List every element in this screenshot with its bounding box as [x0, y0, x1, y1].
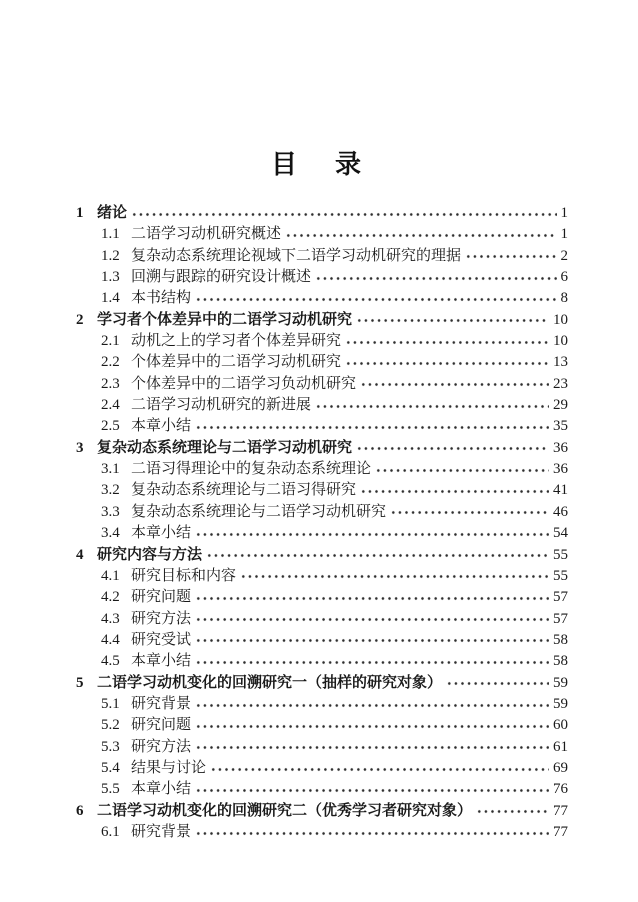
toc-entry-number: 3.4 — [101, 525, 120, 542]
toc-entry-number: 5.1 — [101, 695, 120, 712]
dot-leader — [195, 288, 556, 309]
toc-entry-page: 46 — [553, 503, 568, 520]
toc-entry-title: 本章小结 — [131, 418, 192, 435]
toc-entry-number: 4.5 — [101, 653, 120, 670]
toc-entry-number: 6 — [76, 802, 84, 819]
toc-entry-page: 29 — [553, 397, 568, 414]
dot-leader — [476, 801, 549, 822]
toc-entry-title: 本章小结 — [131, 525, 192, 542]
toc-entry — [76, 416, 568, 437]
toc-entry — [76, 630, 568, 651]
page-title: 目 录 — [270, 150, 367, 179]
toc-entry — [76, 310, 568, 331]
dot-leader — [446, 673, 549, 694]
toc-entry-page: 60 — [553, 717, 568, 734]
toc-entry-number: 5.2 — [101, 717, 120, 734]
toc-entry-title: 研究方法 — [131, 610, 192, 627]
toc-entry-number: 3 — [76, 439, 84, 456]
toc-entry-title: 本章小结 — [131, 653, 192, 670]
toc-entry-number: 2.2 — [101, 354, 120, 371]
dot-leader — [195, 779, 549, 800]
toc-entry-page: 77 — [553, 823, 568, 840]
toc-entry-title: 复杂动态系统理论与二语学习动机研究 — [131, 503, 387, 520]
toc-entry-number: 4.2 — [101, 589, 120, 606]
toc-entry-number: 2.3 — [101, 375, 120, 392]
toc-entry — [76, 331, 568, 352]
toc-entry — [76, 758, 568, 779]
toc-entry — [76, 288, 568, 309]
toc-entry-title: 结果与讨论 — [131, 759, 207, 776]
toc-entry — [76, 224, 568, 245]
toc-entry-title: 二语习得理论中的复杂动态系统理论 — [131, 461, 372, 478]
dot-leader — [356, 438, 549, 459]
toc-entry — [76, 801, 568, 822]
toc-entry-title: 研究问题 — [131, 589, 192, 606]
toc-entry-page: 54 — [553, 525, 568, 542]
toc-entry-number: 3.3 — [101, 503, 120, 520]
toc-entry-title: 研究内容与方法 — [97, 546, 203, 563]
toc-entry-title: 回溯与跟踪的研究设计概述 — [131, 269, 312, 286]
toc-entry-title: 本章小结 — [131, 781, 192, 798]
toc-entry-page: 35 — [553, 418, 568, 435]
dot-leader — [195, 715, 549, 736]
toc-entry-number: 1.1 — [101, 226, 120, 243]
toc-entry-page: 10 — [553, 333, 568, 350]
toc-entry-title: 复杂动态系统理论与二语学习动机研究 — [97, 439, 353, 456]
toc-entry-page: 55 — [553, 567, 568, 584]
dot-leader — [206, 545, 549, 566]
toc-entry-page: 13 — [553, 354, 568, 371]
toc-entry-title: 二语学习动机变化的回溯研究一（抽样的研究对象） — [97, 674, 443, 691]
toc-entry-number: 1.4 — [101, 290, 120, 307]
toc-entry-number: 1 — [76, 205, 84, 221]
toc-entry-title: 研究背景 — [131, 695, 192, 712]
toc-entry-title: 研究问题 — [131, 717, 192, 734]
toc-entry-page: 1 — [560, 226, 568, 243]
toc-entry — [76, 459, 568, 480]
toc-entry-number: 3.1 — [101, 461, 120, 478]
toc-entry-number: 5.4 — [101, 759, 120, 776]
toc-entry — [76, 694, 568, 715]
toc-entry-page: 6 — [560, 269, 568, 286]
dot-leader — [195, 822, 549, 843]
toc-entry — [76, 502, 568, 523]
toc-entry-page: 61 — [553, 738, 568, 755]
toc-entry — [76, 566, 568, 587]
dot-leader — [210, 758, 549, 779]
toc-entry — [76, 374, 568, 395]
toc-entry — [76, 673, 568, 694]
toc-entry-page: 58 — [553, 631, 568, 648]
dot-leader — [195, 630, 549, 651]
toc-entry-number: 1.3 — [101, 269, 120, 286]
dot-leader — [240, 566, 549, 587]
toc-entry-page: 10 — [553, 311, 568, 328]
toc-entry-number: 4.3 — [101, 610, 120, 627]
toc-entry-title: 研究目标和内容 — [131, 567, 237, 584]
toc-entry-page: 8 — [560, 290, 568, 307]
toc-entry — [76, 352, 568, 373]
toc-entry-number: 3.2 — [101, 482, 120, 499]
toc-entry-page: 36 — [553, 439, 568, 456]
toc-entry-page: 1 — [560, 205, 568, 221]
toc-entry-title: 复杂动态系统理论与二语习得研究 — [131, 482, 357, 499]
toc-entry-page: 23 — [553, 375, 568, 392]
toc-entry-page: 76 — [553, 781, 568, 798]
toc-entry-number: 2.4 — [101, 397, 120, 414]
toc-entry-number: 2.5 — [101, 418, 120, 435]
toc-entry — [76, 480, 568, 501]
toc-entry-page: 41 — [553, 482, 568, 499]
toc-entry-page: 57 — [553, 589, 568, 606]
toc-entry-page: 2 — [560, 247, 568, 264]
toc-entry — [76, 203, 568, 224]
dot-leader — [345, 352, 549, 373]
toc-entry — [76, 246, 568, 267]
toc-entry-title: 二语学习动机研究的新进展 — [131, 397, 312, 414]
toc-entry — [76, 822, 568, 843]
toc-entry-title: 个体差异中的二语学习动机研究 — [131, 354, 342, 371]
toc-entry-page: 55 — [553, 546, 568, 563]
dot-leader — [195, 416, 549, 437]
toc-entry-number: 4.4 — [101, 631, 120, 648]
toc-entry — [76, 523, 568, 544]
toc-entry-number: 5.5 — [101, 781, 120, 798]
toc-entry-page: 57 — [553, 610, 568, 627]
toc-entry — [76, 267, 568, 288]
dot-leader — [345, 331, 549, 352]
dot-leader — [195, 694, 549, 715]
toc-entry — [76, 545, 568, 566]
dot-leader — [390, 502, 549, 523]
toc-list — [76, 203, 568, 843]
toc-entry — [76, 715, 568, 736]
dot-leader — [285, 224, 556, 245]
dot-leader — [195, 651, 549, 672]
dot-leader — [360, 374, 549, 395]
toc-entry — [76, 737, 568, 758]
toc-entry-page: 77 — [553, 802, 568, 819]
toc-entry-number: 6.1 — [101, 823, 120, 840]
toc-entry-number: 4 — [76, 546, 84, 563]
dot-leader — [195, 609, 549, 630]
dot-leader — [360, 480, 549, 501]
toc-entry — [76, 779, 568, 800]
toc-entry-number: 2.1 — [101, 333, 120, 350]
toc-entry — [76, 609, 568, 630]
dot-leader — [315, 267, 556, 288]
toc-entry-number: 2 — [76, 311, 84, 328]
toc-entry-title: 二语学习动机研究概述 — [131, 226, 282, 243]
toc-entry-title: 二语学习动机变化的回溯研究二（优秀学习者研究对象） — [97, 802, 473, 819]
toc-entry-title: 动机之上的学习者个体差异研究 — [131, 333, 342, 350]
dot-leader — [375, 459, 549, 480]
toc-entry — [76, 395, 568, 416]
toc-entry-title: 本书结构 — [131, 290, 192, 307]
toc-entry-number: 4.1 — [101, 567, 120, 584]
dot-leader — [195, 587, 549, 608]
dot-leader — [356, 310, 549, 331]
toc-entry-page: 69 — [553, 759, 568, 776]
toc-entry-title: 研究方法 — [131, 738, 192, 755]
dot-leader — [315, 395, 549, 416]
toc-entry-title: 研究受试 — [131, 631, 192, 648]
toc-entry-title: 个体差异中的二语学习负动机研究 — [131, 375, 357, 392]
toc-entry-number: 5 — [76, 674, 84, 691]
dot-leader — [465, 246, 556, 267]
toc-entry-page: 36 — [553, 461, 568, 478]
dot-leader — [131, 203, 556, 224]
toc-entry-number: 1.2 — [101, 247, 120, 264]
toc-entry-page: 58 — [553, 653, 568, 670]
toc-entry-title: 复杂动态系统理论视域下二语学习动机研究的理据 — [131, 247, 462, 264]
dot-leader — [195, 523, 549, 544]
toc-entry — [76, 438, 568, 459]
toc-entry-number: 5.3 — [101, 738, 120, 755]
dot-leader — [195, 737, 549, 758]
toc-entry — [76, 587, 568, 608]
toc-entry-title: 绪论 — [97, 205, 128, 221]
toc-entry-title: 研究背景 — [131, 823, 192, 840]
toc-entry-title: 学习者个体差异中的二语学习动机研究 — [97, 311, 353, 328]
toc-entry-page: 59 — [553, 695, 568, 712]
toc-entry — [76, 651, 568, 672]
toc-entry-page: 59 — [553, 674, 568, 691]
